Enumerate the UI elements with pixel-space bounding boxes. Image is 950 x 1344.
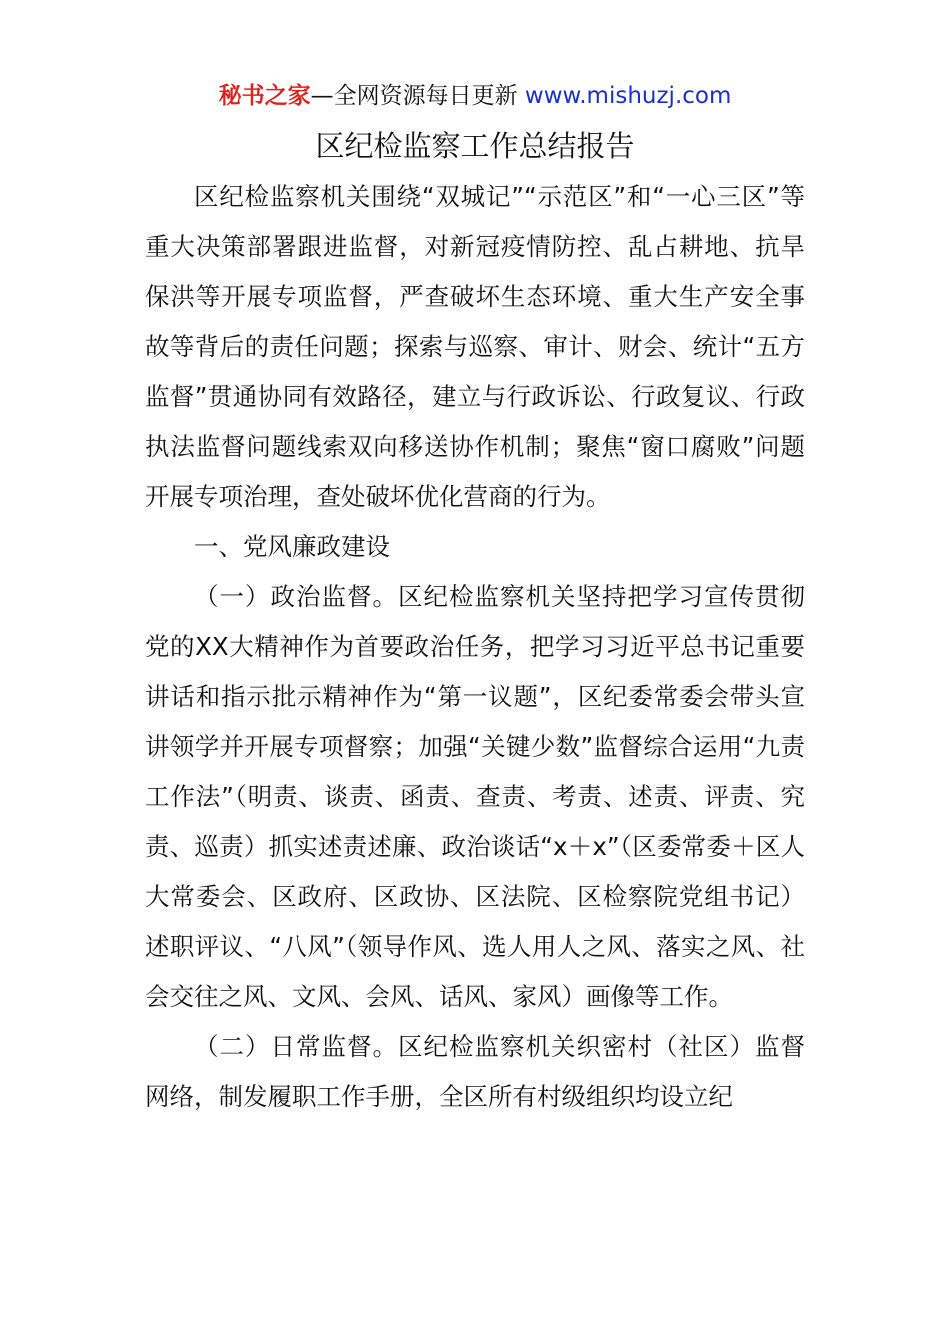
political-supervision-paragraph: （一）政治监督。区纪检监察机关坚持把学习宣传贯彻党的XX大精神作为首要政治任务，把学习习近平总书记重要讲话和指示批示精神作为“第一议题”，区纪委常委会带头宣讲领学并开展专项督察；加强“关键少数”监督综合运用“九责工作法”（明责、谈责、函责、查责、考责、述责、评责、究责、巡责）抓实述责述廉、政治谈话“x＋x”（区委常委＋区人大常委会、区政府、区政协、区法院、区检察院党组书记）述职评议、“八风”（领导作风、选人用人之风、落实之风、社会交往之风、文风、会风、话风、家风）画像等工作。: [145, 582, 805, 1011]
site-header: [0, 80, 950, 112]
intro-paragraph: 区纪检监察机关围绕“双城记”“示范区”和“一心三区”等重大决策部署跟进监督，对新冠疫情防控、乱占耕地、抗旱保洪等开展专项监督，严查破坏生态环境、重大生产安全事故等背后的责任问题；探索与巡察、审计、财会、统计“五方监督”贯通协同有效路径，建立与行政诉讼、行政复议、行政执法监督问题线索双向移送协作机制；聚焦“窗口腐败”问题开展专项治理，查处破坏优化营商的行为。: [145, 182, 805, 511]
document-body: [145, 172, 805, 1122]
site-tagline: —全网资源每日更新: [310, 83, 525, 109]
site-brand: 秘书之家: [218, 83, 311, 109]
daily-supervision-paragraph: （二）日常监督。区纪检监察机关织密村（社区）监督网络，制发履职工作手册，全区所有村级组织均设立纪: [145, 1032, 805, 1111]
document-title: 区纪检监察工作总结报告: [315, 129, 635, 163]
site-url-link[interactable]: www.mishuzj.com: [524, 83, 732, 109]
section-heading: 一、党风廉政建设: [194, 532, 390, 561]
